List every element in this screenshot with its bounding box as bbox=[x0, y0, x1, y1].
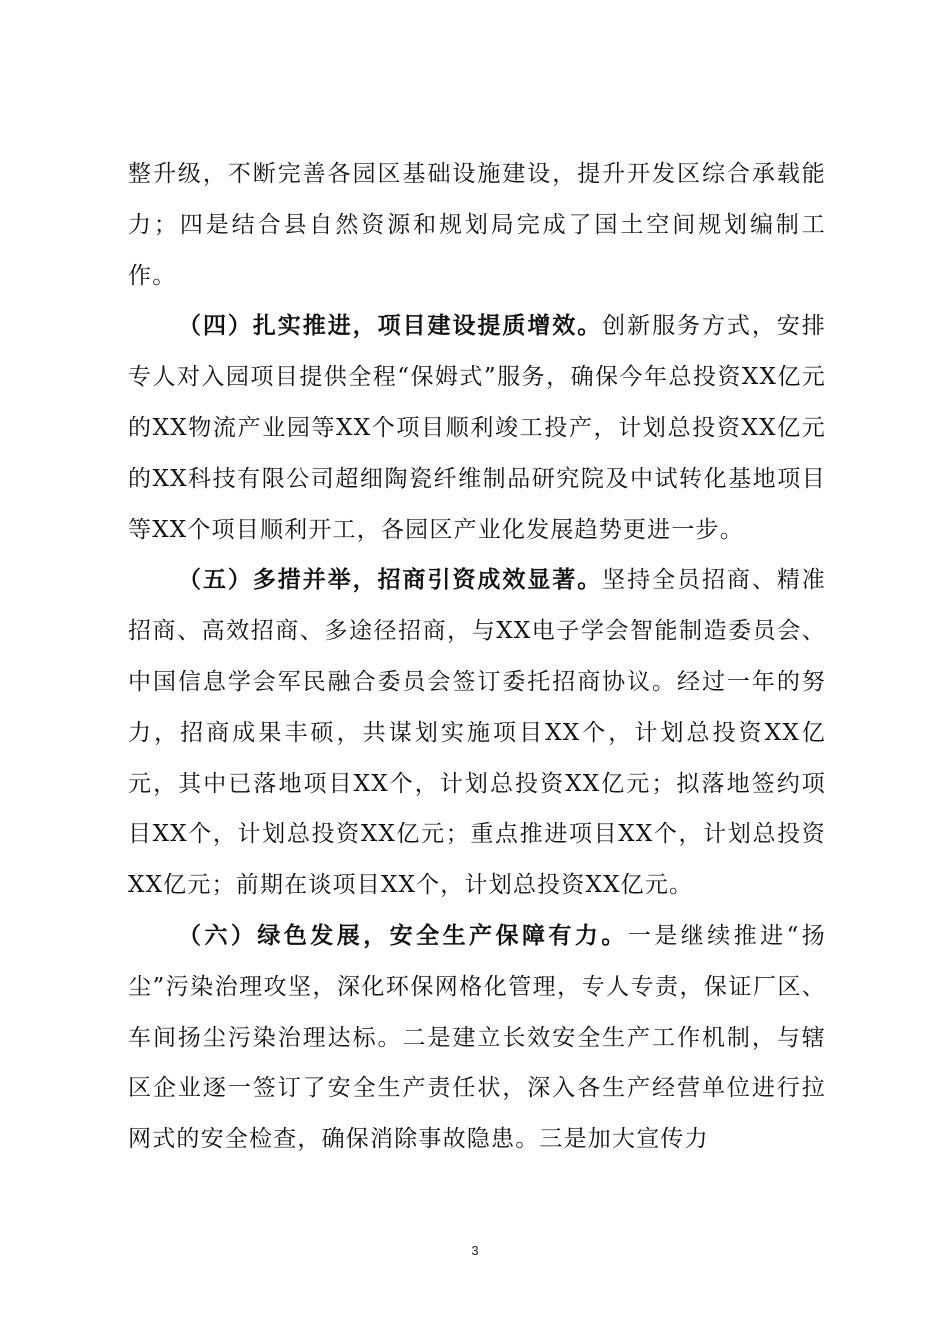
paragraph-section-4 bbox=[128, 301, 826, 555]
paragraph-continuation bbox=[128, 149, 826, 301]
document-body bbox=[128, 149, 826, 1165]
paragraph-section-5 bbox=[128, 555, 826, 911]
paragraph-section-6 bbox=[128, 911, 826, 1165]
paragraph-text: 一是继续推进“扬尘”污染治理攻坚，深化环保网格化管理，专人专责，保证厂区、车间扬尘污染治理达标。二是建立长效安全生产工作机制，与辖区企业逐一签订了安全生产责任状，深入各生产经营单位进行拉网式的安全检查，确保消除事故隐患。三是加大宣传力 bbox=[128, 922, 827, 1153]
section-heading: （四）扎实推进，项目建设提质增效。 bbox=[178, 312, 603, 340]
paragraph-text: 坚持全员招商、精准招商、高效招商、多途径招商，与XX电子学会智能制造委员会、中国信息学会军民融合委员会签订委托招商协议。经过一年的努力，招商成果丰硕，共谋划实施项目XX个，计划总投资XX亿元，其中已落地项目XX个，计划总投资XX亿元；拟落地签约项目XX个，计划总投资XX亿元；重点推进项目XX个，计划总投资XX亿元；前期在谈项目XX个，计划总投资XX亿元。 bbox=[128, 567, 826, 899]
section-heading: （六）绿色发展，安全生产保障有力。 bbox=[178, 921, 628, 949]
section-heading: （五）多措并举，招商引资成效显著。 bbox=[178, 566, 603, 594]
paragraph-text: 创新服务方式，安排专人对入园项目提供全程“保姆式”服务，确保今年总投资XX亿元的XX物流产业园等XX个项目顺利竣工投产，计划总投资XX亿元的XX科技有限公司超细陶瓷纤维制品研究院及中试转化基地项目等XX个项目顺利开工，各园区产业化发展趋势更进一步。 bbox=[128, 313, 826, 543]
paragraph-text: 整升级，不断完善各园区基础设施建设，提升开发区综合承载能力；四是结合县自然资源和规划局完成了国土空间规划编制工作。 bbox=[128, 161, 826, 289]
page-number: 3 bbox=[471, 1243, 479, 1258]
